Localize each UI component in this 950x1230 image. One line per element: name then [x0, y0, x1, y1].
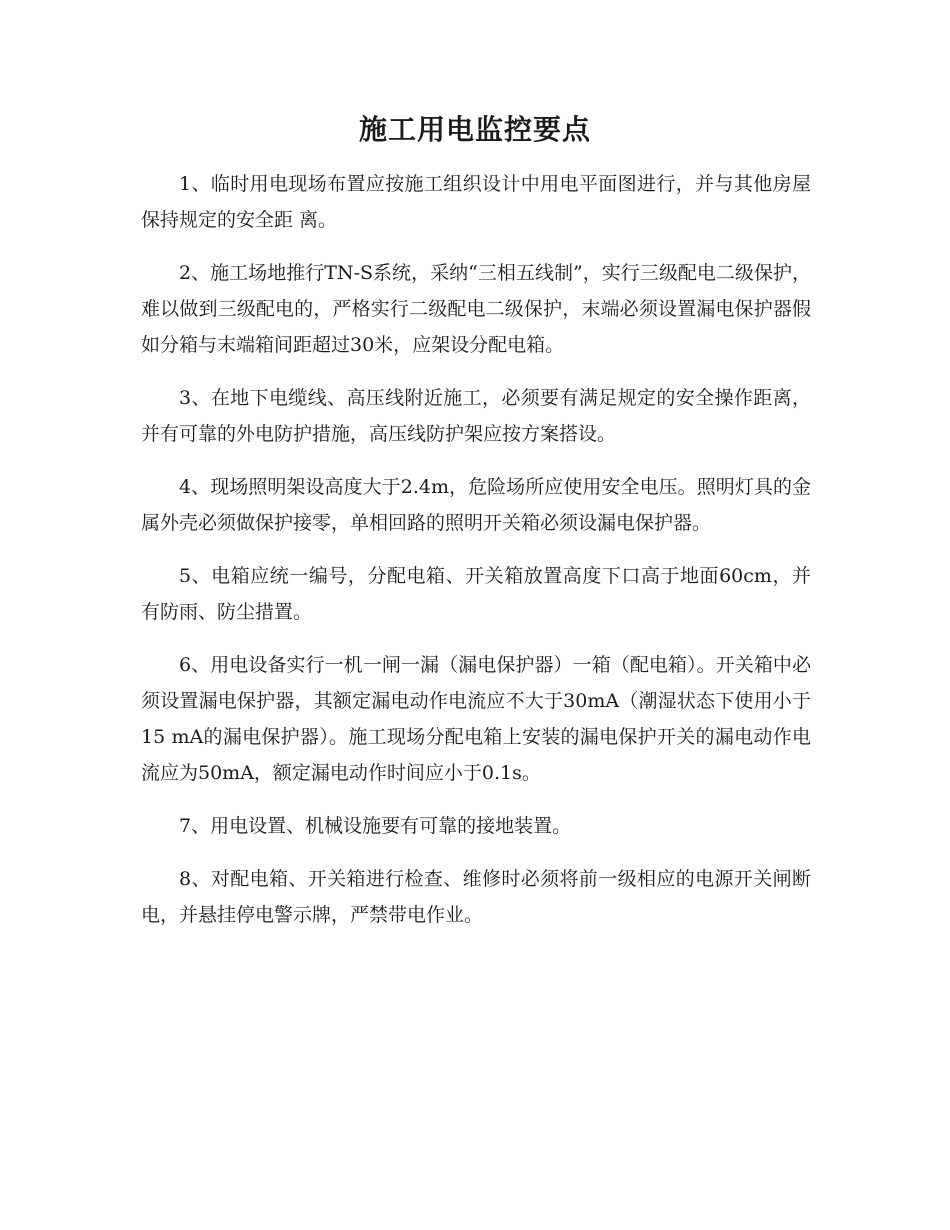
paragraph-5: 5、电箱应统一编号，分配电箱、开关箱放置高度下口高于地面60cm，并有防雨、防尘措置。: [141, 565, 811, 623]
paragraph-4: 4、现场照明架设高度大于2.4m，危险场所应使用安全电压。照明灯具的金属外壳必须做保护接零，单相回路的照明开关箱必须设漏电保护器。: [141, 476, 811, 534]
page-title: 施工用电监控要点: [358, 113, 591, 146]
paragraph-2: 2、施工场地推行TN-S系统，采纳“三相五线制”，实行三级配电二级保护，难以做到三级配电的，严格实行二级配电二级保护，末端必须设置漏电保护器假如分箱与末端箱间距超过30米，应架设分配电箱。: [141, 262, 811, 356]
paragraph-3: 3、在地下电缆线、高压线附近施工，必须要有满足规定的安全操作距离，并有可靠的外电防护措施，高压线防护架应按方案搭设。: [141, 387, 811, 445]
paragraph-7: 7、用电设置、机械设施要有可靠的接地装置。: [179, 815, 572, 837]
paragraph-6: 6、用电设备实行一机一闸一漏（漏电保护器）一箱（配电箱）。开关箱中必须设置漏电保护器，其额定漏电动作电流应不大于30mA（潮湿状态下使用小于15 mA的漏电保护器）。施工现场分配电箱上安装的漏电保护开关的漏电动作电流应为50mA，额定漏电动作时间应小于0.1s。: [141, 654, 811, 784]
document-body: [141, 166, 811, 950]
paragraph-8: 8、对配电箱、开关箱进行检查、维修时必须将前一级相应的电源开关闸断电，并悬挂停电警示牌，严禁带电作业。: [141, 868, 811, 926]
paragraph-1: 1、临时用电现场布置应按施工组织设计中用电平面图进行，并与其他房屋保持规定的安全距 离。: [141, 173, 811, 231]
